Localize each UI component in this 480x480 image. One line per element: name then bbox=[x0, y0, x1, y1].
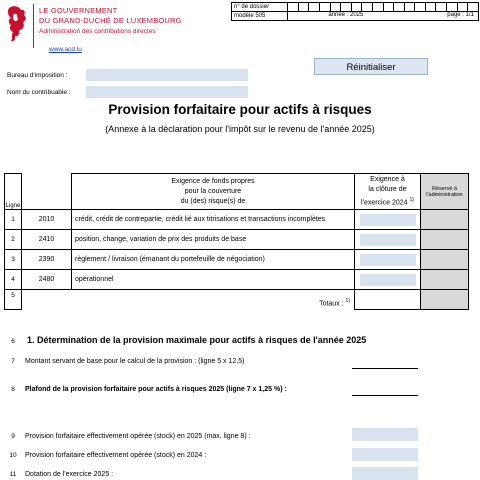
annee-label: année : 2025 bbox=[328, 12, 364, 18]
table-row: 4 2480 opérationnel bbox=[5, 270, 469, 290]
amount-input[interactable] bbox=[360, 234, 416, 246]
dossier-digit[interactable] bbox=[425, 3, 436, 12]
dossier-digit[interactable] bbox=[394, 3, 405, 12]
administration-name: Administration des contributions directes bbox=[39, 28, 156, 35]
dossier-digit[interactable] bbox=[457, 3, 468, 12]
reset-button[interactable]: Réinitialiser bbox=[314, 58, 428, 75]
luxembourg-lion-logo bbox=[5, 4, 29, 44]
reserved-cell bbox=[421, 270, 469, 290]
table-row: 1 2010 crédit, crédit de contrepartie, crédit lié aux titrisations et transactions incomplètes bbox=[5, 210, 469, 230]
page-title: Provision forfaitaire pour actifs à risques bbox=[108, 102, 372, 117]
modele-label: modèle 505 bbox=[232, 12, 288, 21]
dossier-digit[interactable] bbox=[351, 3, 362, 12]
section-title: 1. Détermination de la provision maximale pour actifs à risques de l'année 2025 bbox=[27, 335, 367, 345]
dossier-digit[interactable] bbox=[415, 3, 426, 12]
line-label: Provision forfaitaire effectivement opérée (stock) en 2024 : bbox=[25, 452, 207, 459]
nom-label: Nom du contribuable : bbox=[7, 89, 71, 96]
col-header-ligne: Ligne bbox=[5, 174, 22, 210]
header-info-row bbox=[288, 12, 479, 21]
line-number: 8 bbox=[11, 386, 15, 393]
provision-2025-input[interactable] bbox=[352, 428, 418, 441]
logo-divider bbox=[33, 4, 34, 48]
amount-input[interactable] bbox=[360, 274, 416, 286]
reserved-cell bbox=[421, 210, 469, 230]
col-header-exigence: Exigence de fonds propres pour la couverture du (des) risque(s) de bbox=[72, 174, 355, 210]
line-number: 9 bbox=[11, 433, 15, 440]
line-label: Plafond de la provision forfaitaire pour actifs à risques 2025 (ligne 7 x 1,25 %) : bbox=[25, 386, 287, 393]
gov-name-line1: LE GOUVERNEMENT bbox=[39, 6, 118, 15]
line-label: Dotation de l'exercice 2025 : bbox=[25, 471, 114, 478]
amount-input[interactable] bbox=[360, 254, 416, 266]
reserved-cell bbox=[421, 230, 469, 250]
line-number: 6 bbox=[11, 338, 15, 345]
total-cell[interactable] bbox=[355, 290, 421, 310]
bureau-input[interactable] bbox=[86, 69, 248, 81]
dossier-digit[interactable] bbox=[330, 3, 341, 12]
total-row: 5 Totaux : $^{1)}$ bbox=[5, 290, 469, 310]
reserved-cell bbox=[421, 250, 469, 270]
page-label: page : 1/1 bbox=[447, 12, 474, 18]
dossier-digit[interactable] bbox=[320, 3, 331, 12]
gov-name-line2: DU GRAND-DUCHÉ DE LUXEMBOURG bbox=[39, 16, 182, 25]
dotation-input[interactable] bbox=[352, 467, 418, 480]
dossier-digit[interactable] bbox=[436, 3, 447, 12]
table-row: 2 2410 position, change, variation de prix des produits de base bbox=[5, 230, 469, 250]
col-header-cloture: Exigence à la clôture de l'exercice 2024 $^{1)}$ bbox=[355, 174, 421, 210]
dossier-digit[interactable] bbox=[341, 3, 352, 12]
col-header-reserve: Réservé à l'administration bbox=[421, 174, 469, 210]
bureau-label: Bureau d'imposition : bbox=[7, 72, 68, 79]
dossier-header-table bbox=[231, 2, 479, 21]
col-header-code bbox=[22, 174, 72, 210]
nom-input[interactable] bbox=[86, 86, 248, 98]
line-number: 7 bbox=[11, 358, 15, 365]
base-amount-field[interactable] bbox=[352, 356, 418, 369]
line-label: Montant servant de base pour le calcul de la provision : (ligne 5 x 12,5) bbox=[25, 358, 245, 365]
dossier-digit[interactable] bbox=[309, 3, 320, 12]
line-label: Provision forfaitaire effectivement opérée (stock) en 2025 (max. ligne 8) : bbox=[25, 433, 251, 440]
plafond-field[interactable] bbox=[352, 383, 418, 396]
website-link[interactable]: www.acd.lu bbox=[49, 46, 82, 53]
dossier-digit[interactable] bbox=[446, 3, 457, 12]
dossier-digit[interactable] bbox=[468, 3, 479, 12]
provision-2024-input[interactable] bbox=[352, 448, 418, 461]
dossier-digit[interactable] bbox=[383, 3, 394, 12]
total-label: Totaux : bbox=[319, 300, 344, 308]
dossier-digit[interactable] bbox=[362, 3, 373, 12]
line-number: 10 bbox=[9, 452, 17, 459]
dossier-label: n° de dossier bbox=[232, 3, 288, 12]
dossier-digit[interactable] bbox=[404, 3, 415, 12]
dossier-digit[interactable] bbox=[288, 3, 299, 12]
dossier-digit[interactable] bbox=[298, 3, 309, 12]
exigence-table bbox=[4, 173, 469, 310]
reserved-cell bbox=[421, 290, 469, 310]
table-row: 3 2390 règlement / livraison (émanant du portefeuille de négociation) bbox=[5, 250, 469, 270]
line-number: 11 bbox=[9, 471, 17, 478]
dossier-digit[interactable] bbox=[372, 3, 383, 12]
page-subtitle: (Annexe à la déclaration pour l'impôt sur le revenu de l'année 2025) bbox=[105, 124, 375, 134]
amount-input[interactable] bbox=[360, 214, 416, 226]
